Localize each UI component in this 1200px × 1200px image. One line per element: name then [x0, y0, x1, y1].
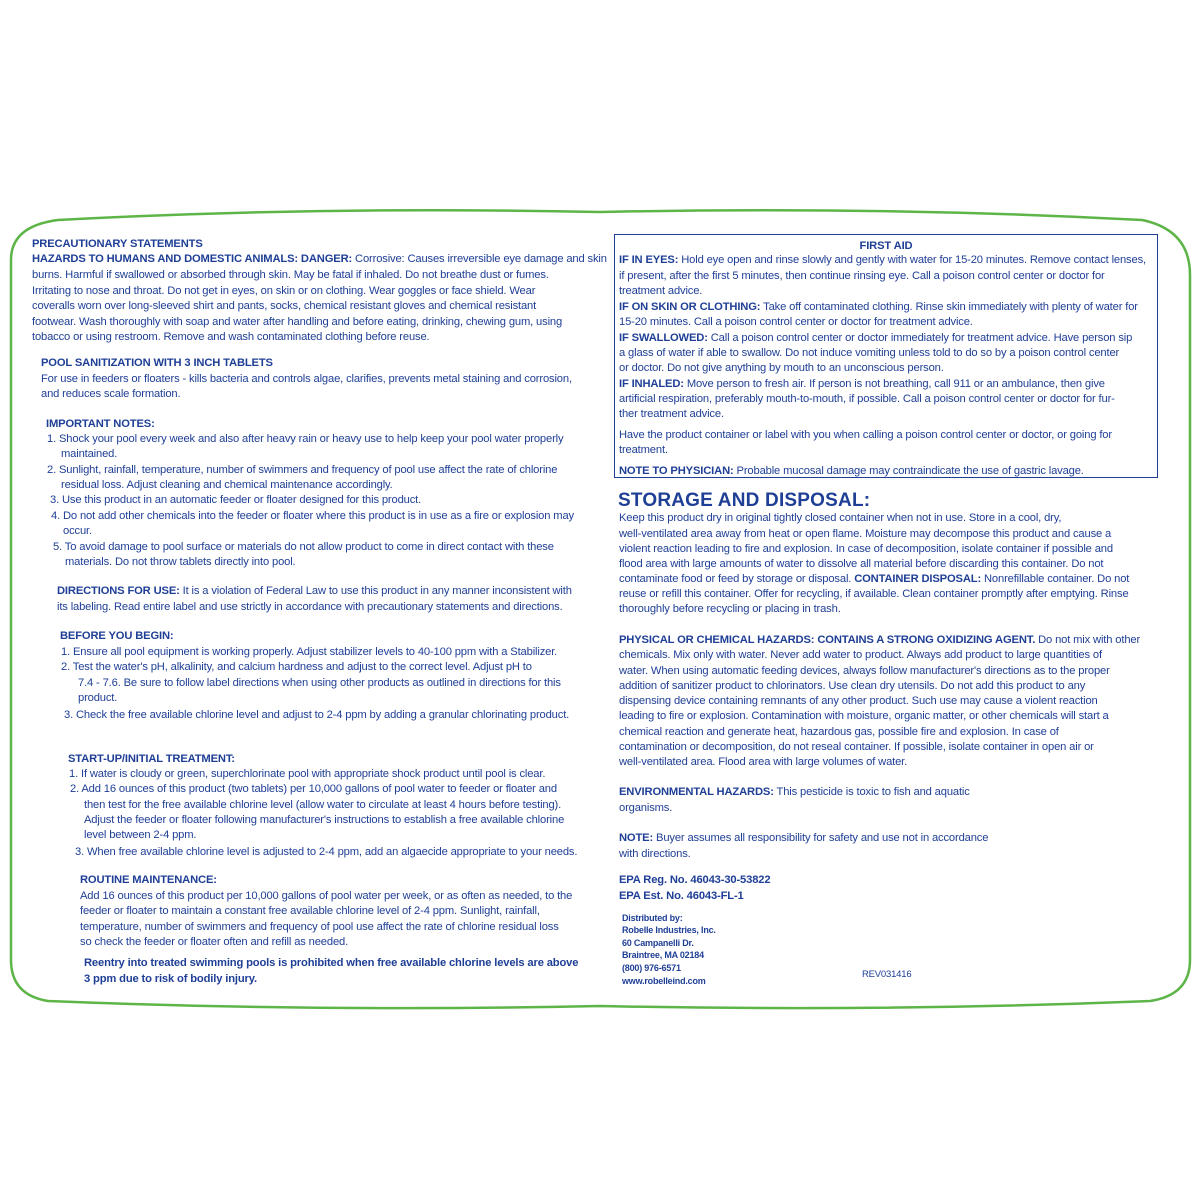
container-line-2: treatment. [619, 444, 668, 456]
pool-line-1: For use in feeders or floaters - kills bacteria and controls algae, clarifies, prevents metal staining and corrosion, [41, 373, 572, 385]
reentry-line-2: 3 ppm due to risk of bodily injury. [84, 973, 257, 985]
skin-line-2: 15-20 minutes. Call a poison control center or doctor for treatment advice. [619, 316, 973, 328]
startup-line-3: then test for the free available chlorine level (allow water to circulate at least 4 hours before testing). [84, 799, 562, 811]
before-line-1: 1. Ensure all pool equipment is working properly. Adjust stabilizer levels to 40-100 ppm with a Stabilizer. [61, 646, 558, 658]
hazards-line-2: burns. Harmful if swallowed or absorbed through skin. May be fatal if inhaled. Do not breathe dust or fumes. [32, 269, 549, 281]
routine-line-1: Add 16 ounces of this product per 10,000 gallons of pool water per week, or as often as needed, to the [80, 890, 573, 902]
distributor-line-2: Robelle Industries, Inc. [622, 925, 716, 935]
hazards-line-5: footwear. Wash thoroughly with soap and water after handling and before eating, drinking, chewing gum, using [32, 316, 563, 328]
inhaled-text: Move person to fresh air. If person is not breathing, call 911 or an ambulance, then give [683, 378, 1105, 390]
distributor-line-3: 60 Campanelli Dr. [622, 938, 694, 948]
routine-line-3: temperature, number of swimmers and frequency of pool use affect the rate of chlorine residual loss [80, 921, 559, 933]
epa-reg-number: EPA Reg. No. 46043-30-53822 [619, 874, 771, 886]
hazards-heading: HAZARDS TO HUMANS AND DOMESTIC ANIMALS: DANGER: [32, 253, 353, 265]
important-line-3: 2. Sunlight, rainfall, temperature, number of swimmers and frequency of pool use affect the rate of chlorine [47, 464, 558, 476]
important-line-2: maintained. [61, 448, 118, 460]
distributor-line-5: (800) 976-6571 [622, 963, 681, 973]
precautionary-title: PRECAUTIONARY STATEMENTS [32, 238, 203, 250]
physical-line-2: chemicals. Mix only with water. Never add water to product. Always add product to large quantities of [619, 649, 1102, 661]
physician-line [619, 464, 1084, 479]
directions-heading: DIRECTIONS FOR USE: [57, 585, 180, 597]
swallowed-line-1 [619, 331, 1132, 346]
eyes-heading: IF IN EYES: [619, 254, 679, 266]
eyes-text: Hold eye open and rinse slowly and gently with water for 15-20 minutes. Remove contact lenses, [678, 254, 1146, 266]
before-line-5: 3. Check the free available chlorine level and adjust to 2-4 ppm by adding a granular chlorinating product. [64, 709, 570, 721]
startup-line-2: 2. Add 16 ounces of this product (two tablets) per 10,000 gallons of pool water to feeder or floater and [70, 783, 557, 795]
pool-line-2: and reduces scale formation. [41, 388, 181, 400]
before-line-2: 2. Test the water's pH, alkalinity, and calcium hardness and adjust to the correct level. Adjust pH to [61, 661, 532, 673]
startup-line-5: level between 2-4 ppm. [84, 829, 197, 841]
physician-text: Probable mucosal damage may contraindicate the use of gastric lavage. [733, 465, 1084, 477]
storage-line-2: well-ventilated area away from heat or open flame. Moisture may decompose this product and cause a [619, 528, 1112, 540]
routine-line-2: feeder or floater to maintain a constant free available chlorine level of 2-4 ppm. Sunlight, rainfall, [80, 905, 540, 917]
pool-sanitization-title: POOL SANITIZATION WITH 3 INCH TABLETS [41, 357, 273, 369]
environmental-line-1 [619, 785, 970, 800]
directions-line-1 [57, 584, 572, 599]
swallowed-heading: IF SWALLOWED: [619, 332, 708, 344]
environmental-text: This pesticide is toxic to fish and aquatic [773, 786, 970, 798]
distributor-line-6: www.robelleind.com [622, 976, 706, 986]
startup-line-1: 1. If water is cloudy or green, superchlorinate pool with appropriate shock product until pool is clear. [69, 768, 546, 780]
container-disposal-text: Nonrefillable container. Do not [981, 573, 1130, 585]
before-you-begin-title: BEFORE YOU BEGIN: [60, 630, 174, 642]
inhaled-line-1 [619, 377, 1105, 392]
note-heading: NOTE: [619, 832, 654, 844]
swallowed-line-2: a glass of water if able to swallow. Do not induce vomiting unless told to do so by a poison control center [619, 347, 1120, 359]
physical-line-8: contamination or decomposition, do not reseal container. If possible, isolate container in open air or [619, 741, 1094, 753]
important-line-6: 4. Do not add other chemicals into the feeder or floater where this product is in use as a fire or explosion may [51, 510, 574, 522]
hazards-line-1 [32, 252, 607, 267]
important-line-5: 3. Use this product in an automatic feeder or floater designed for this product. [50, 494, 422, 506]
directions-text: It is a violation of Federal Law to use this product in any manner inconsistent with [179, 585, 572, 597]
distributor-line-1: Distributed by: [622, 913, 683, 923]
physical-line-9: well-ventilated area. Flood area with large volumes of water. [619, 756, 908, 768]
startup-line-4: Adjust the feeder or floater following manufacturer's instructions to establish a free available chlorine [84, 814, 565, 826]
revision-code: REV031416 [862, 969, 912, 980]
physical-line-7: chemical reaction and generate heat, hazardous gas, possible fire and explosion. In case of [619, 726, 1059, 738]
physical-line-3: water. When using automatic feeding devices, always follow manufacturer's directions as to the proper [619, 665, 1110, 677]
eyes-line-2: if present, after the first 5 minutes, then continue rinsing eye. Call a poison control center or doctor for [619, 270, 1105, 282]
important-line-7: occur. [63, 525, 92, 537]
before-line-4: product. [78, 692, 118, 704]
directions-line-2: its labeling. Read entire label and use strictly in accordance with precautionary statements and directions. [57, 601, 563, 613]
inhaled-heading: IF INHALED: [619, 378, 684, 390]
swallowed-text: Call a poison control center or doctor immediately for treatment advice. Have person sip [707, 332, 1133, 344]
physical-heading: PHYSICAL OR CHEMICAL HAZARDS: CONTAINS A STRONG OXIDIZING AGENT. [619, 634, 1036, 646]
routine-line-4: so check the feeder or floater often and refill as needed. [80, 936, 349, 948]
eyes-line-3: treatment advice. [619, 285, 703, 297]
storage-line-5 [619, 572, 1129, 587]
skin-line-1 [619, 300, 1138, 315]
container-line-1: Have the product container or label with you when calling a poison control center or doctor, or going for [619, 429, 1112, 441]
container-disposal-heading: CONTAINER DISPOSAL: [854, 573, 982, 585]
physical-text: Do not mix with other [1035, 634, 1141, 646]
storage-line-7: thoroughly before recycling or placing in trash. [619, 603, 841, 615]
epa-est-number: EPA Est. No. 46043-FL-1 [619, 890, 744, 902]
hazards-text: Corrosive: Causes irreversible eye damage and skin [352, 253, 607, 265]
environmental-heading: ENVIRONMENTAL HAZARDS: [619, 786, 774, 798]
important-line-8: 5. To avoid damage to pool surface or materials do not allow product to come in direct contact with these [53, 541, 554, 553]
physical-line-5: dispensing device containing remnants of any other product. Such use may cause a violent reaction [619, 695, 1098, 707]
important-notes-title: IMPORTANT NOTES: [46, 418, 155, 430]
storage-line-3: violent reaction leading to fire and explosion. In case of decomposition, isolate container if possible and [619, 543, 1113, 555]
note-text: Buyer assumes all responsibility for safety and use not in accordance [653, 832, 989, 844]
important-line-9: materials. Do not throw tablets directly into pool. [65, 556, 296, 568]
note-line-2: with directions. [619, 848, 691, 860]
note-line-1 [619, 831, 988, 846]
eyes-line-1 [619, 253, 1146, 268]
skin-heading: IF ON SKIN OR CLOTHING: [619, 301, 761, 313]
storage-line-6: reuse or refill this container. Offer for recycling, if available. Clean container promptly after emptying. Rinse [619, 588, 1129, 600]
startup-line-6: 3. When free available chlorine level is adjusted to 2-4 ppm, add an algaecide appropriate to your needs. [75, 846, 578, 858]
inhaled-line-2: artificial respiration, preferably mouth-to-mouth, if possible. Call a poison control center or doctor for fur- [619, 393, 1115, 405]
swallowed-line-3: or doctor. Do not give anything by mouth to an unconscious person. [619, 362, 944, 374]
inhaled-line-3: ther treatment advice. [619, 408, 724, 420]
important-line-4: residual loss. Adjust cleaning and chemical maintenance accordingly. [61, 479, 393, 491]
physical-line-4: addition of sanitizer product to chlorinators. Use clean dry utensils. Do not add this product to any [619, 680, 1086, 692]
reentry-line-1: Reentry into treated swimming pools is prohibited when free available chlorine levels are above [84, 957, 579, 969]
physical-line-6: leading to fire or explosion. Contamination with moisture, organic matter, or other chemicals will start a [619, 710, 1109, 722]
before-line-3: 7.4 - 7.6. Be sure to follow label directions when using other products as outlined in directions for this [78, 677, 561, 689]
storage-line-1: Keep this product dry in original tightly closed container when not in use. Store in a cool, dry, [619, 512, 1062, 524]
important-line-1: 1. Shock your pool every week and also after heavy rain or heavy use to help keep your pool water properly [47, 433, 564, 445]
storage-line-4: flood area with large amounts of water to dissolve all material before discarding this container. Do not [619, 558, 1104, 570]
storage-title: STORAGE AND DISPOSAL: [618, 490, 871, 511]
hazards-line-6: tobacco or using restroom. Remove and wash contaminated clothing before reuse. [32, 331, 430, 343]
storage-text: contaminate food or feed by storage or disposal. [619, 573, 855, 585]
first-aid-title: FIRST AID [859, 240, 913, 252]
routine-maintenance-title: ROUTINE MAINTENANCE: [80, 874, 217, 886]
physician-heading: NOTE TO PHYSICIAN: [619, 465, 734, 477]
physical-line-1 [619, 633, 1140, 648]
environmental-line-2: organisms. [619, 802, 673, 814]
distributor-line-4: Braintree, MA 02184 [622, 950, 704, 960]
skin-text: Take off contaminated clothing. Rinse skin immediately with plenty of water for [760, 301, 1138, 313]
hazards-line-4: coveralls worn over long-sleeved shirt and pants, socks, chemical resistant gloves and chemical resistant [32, 300, 537, 312]
hazards-line-3: Irritating to nose and throat. Do not get in eyes, on skin or on clothing. Wear goggles or face shield. Wear [32, 285, 536, 297]
startup-title: START-UP/INITIAL TREATMENT: [68, 753, 235, 765]
